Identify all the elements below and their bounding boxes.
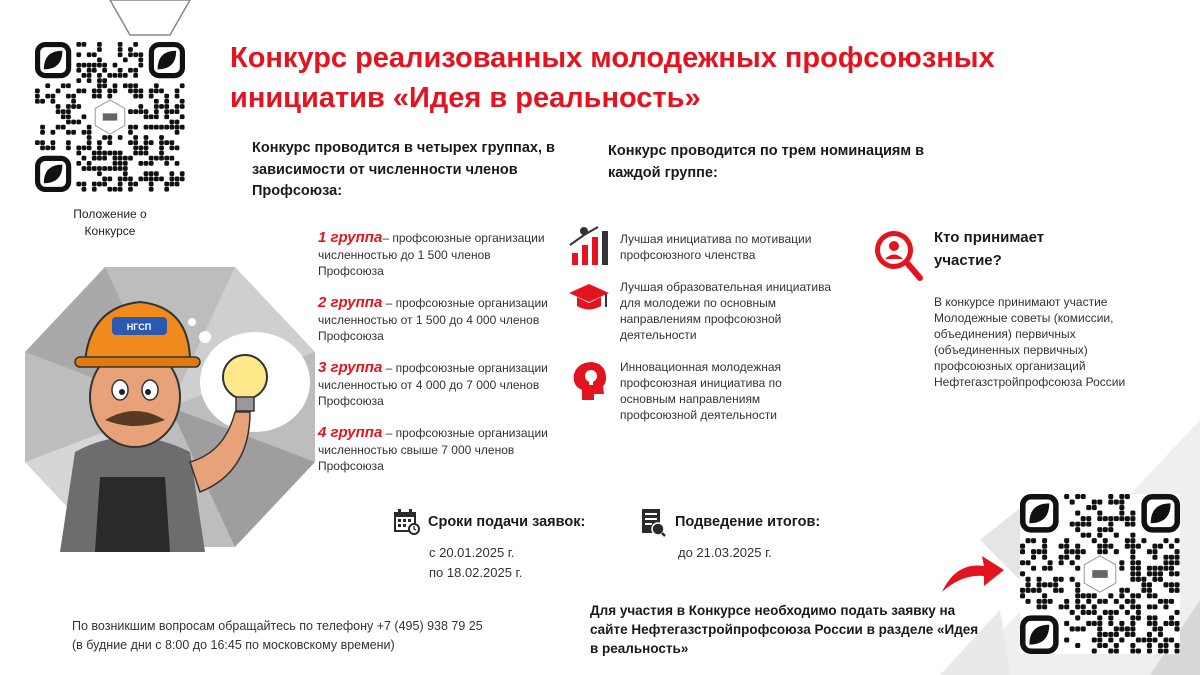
qr-code-application[interactable] xyxy=(1020,494,1180,654)
qr-caption: Положение о Конкурсе xyxy=(73,207,147,238)
results-heading: Подведение итогов: xyxy=(675,514,821,530)
group-label: 1 группа xyxy=(318,229,383,246)
motivation-chart-icon xyxy=(568,223,610,267)
apply-instructions: Для участия в Конкурсе необходимо подать заявку на сайте Нефтегазстройпрофсоюза России в разделе «Идея в реальность» xyxy=(590,603,979,656)
helmet-label: НГСП xyxy=(126,322,152,332)
results-date: до 21.03.2025 г. xyxy=(678,545,772,560)
nominations-heading: Конкурс проводится по трем номинациям в каждой группе: xyxy=(608,143,925,181)
results-document-icon xyxy=(640,507,666,537)
red-arrow-icon xyxy=(938,548,1008,596)
deadlines-start: с 20.01.2025 г. xyxy=(429,545,515,560)
qr-code-icon xyxy=(35,42,185,192)
deadlines-heading: Сроки подачи заявок: xyxy=(428,514,586,530)
groups-heading: Конкурс проводится в четырех группах, в зависимости от численности членов Профсоюза: xyxy=(252,140,555,199)
group-text: – профсоюзные организации численностью от 1 500 до 4 000 членов Профсоюза xyxy=(318,296,548,343)
group-text: – профсоюзные организации численностью свыше 7 000 членов Профсоюза xyxy=(318,426,548,473)
graduation-cap-icon xyxy=(568,280,610,314)
group-item-1 xyxy=(318,230,558,280)
qr-code-regulations[interactable] xyxy=(35,42,185,192)
participants-heading: Кто принимает участие? xyxy=(934,229,1045,269)
group-label: 3 группа xyxy=(318,359,383,376)
participants-text: В конкурсе принимают участие Молодежные советы (комиссии, объединения) первичных (объединенных первичных) профсоюзных организаций Нефтегазстройпрофсоюза России xyxy=(934,295,1126,389)
group-text: – профсоюзные организации численностью от 4 000 до 7 000 членов Профсоюза xyxy=(318,361,548,408)
qr-code-icon xyxy=(1020,494,1180,654)
group-item-3 xyxy=(318,360,558,410)
page-title: Конкурс реализованных молодежных профсоюзных инициатив «Идея в реальность» xyxy=(230,42,995,114)
magnifier-person-icon xyxy=(872,228,924,284)
group-item-4 xyxy=(318,425,558,475)
nomination-item-2: Лучшая образовательная инициатива для молодежи по основным направлениям профсоюзной деятельности xyxy=(620,280,832,342)
mascot-illustration xyxy=(20,262,320,552)
group-label: 4 группа xyxy=(318,424,383,441)
deadlines-end: по 18.02.2025 г. xyxy=(429,565,523,580)
group-label: 2 группа xyxy=(318,294,383,311)
innovation-head-icon xyxy=(570,360,610,402)
group-text: – профсоюзные организации численностью до 1 500 членов Профсоюза xyxy=(318,231,545,278)
group-item-2 xyxy=(318,295,558,345)
nomination-item-3: Инновационная молодежная профсоюзная инициатива по основным направлениям профсоюзной деятельности xyxy=(620,360,782,422)
contact-line-1: По возникшим вопросам обращайтесь по телефону +7 (495) 938 79 25 xyxy=(72,619,483,633)
calendar-clock-icon xyxy=(393,508,421,536)
nomination-item-1: Лучшая инициатива по мотивации профсоюзного членства xyxy=(620,232,812,262)
contact-line-2: (в будние дни с 8:00 до 16:45 по московскому времени) xyxy=(72,638,395,652)
